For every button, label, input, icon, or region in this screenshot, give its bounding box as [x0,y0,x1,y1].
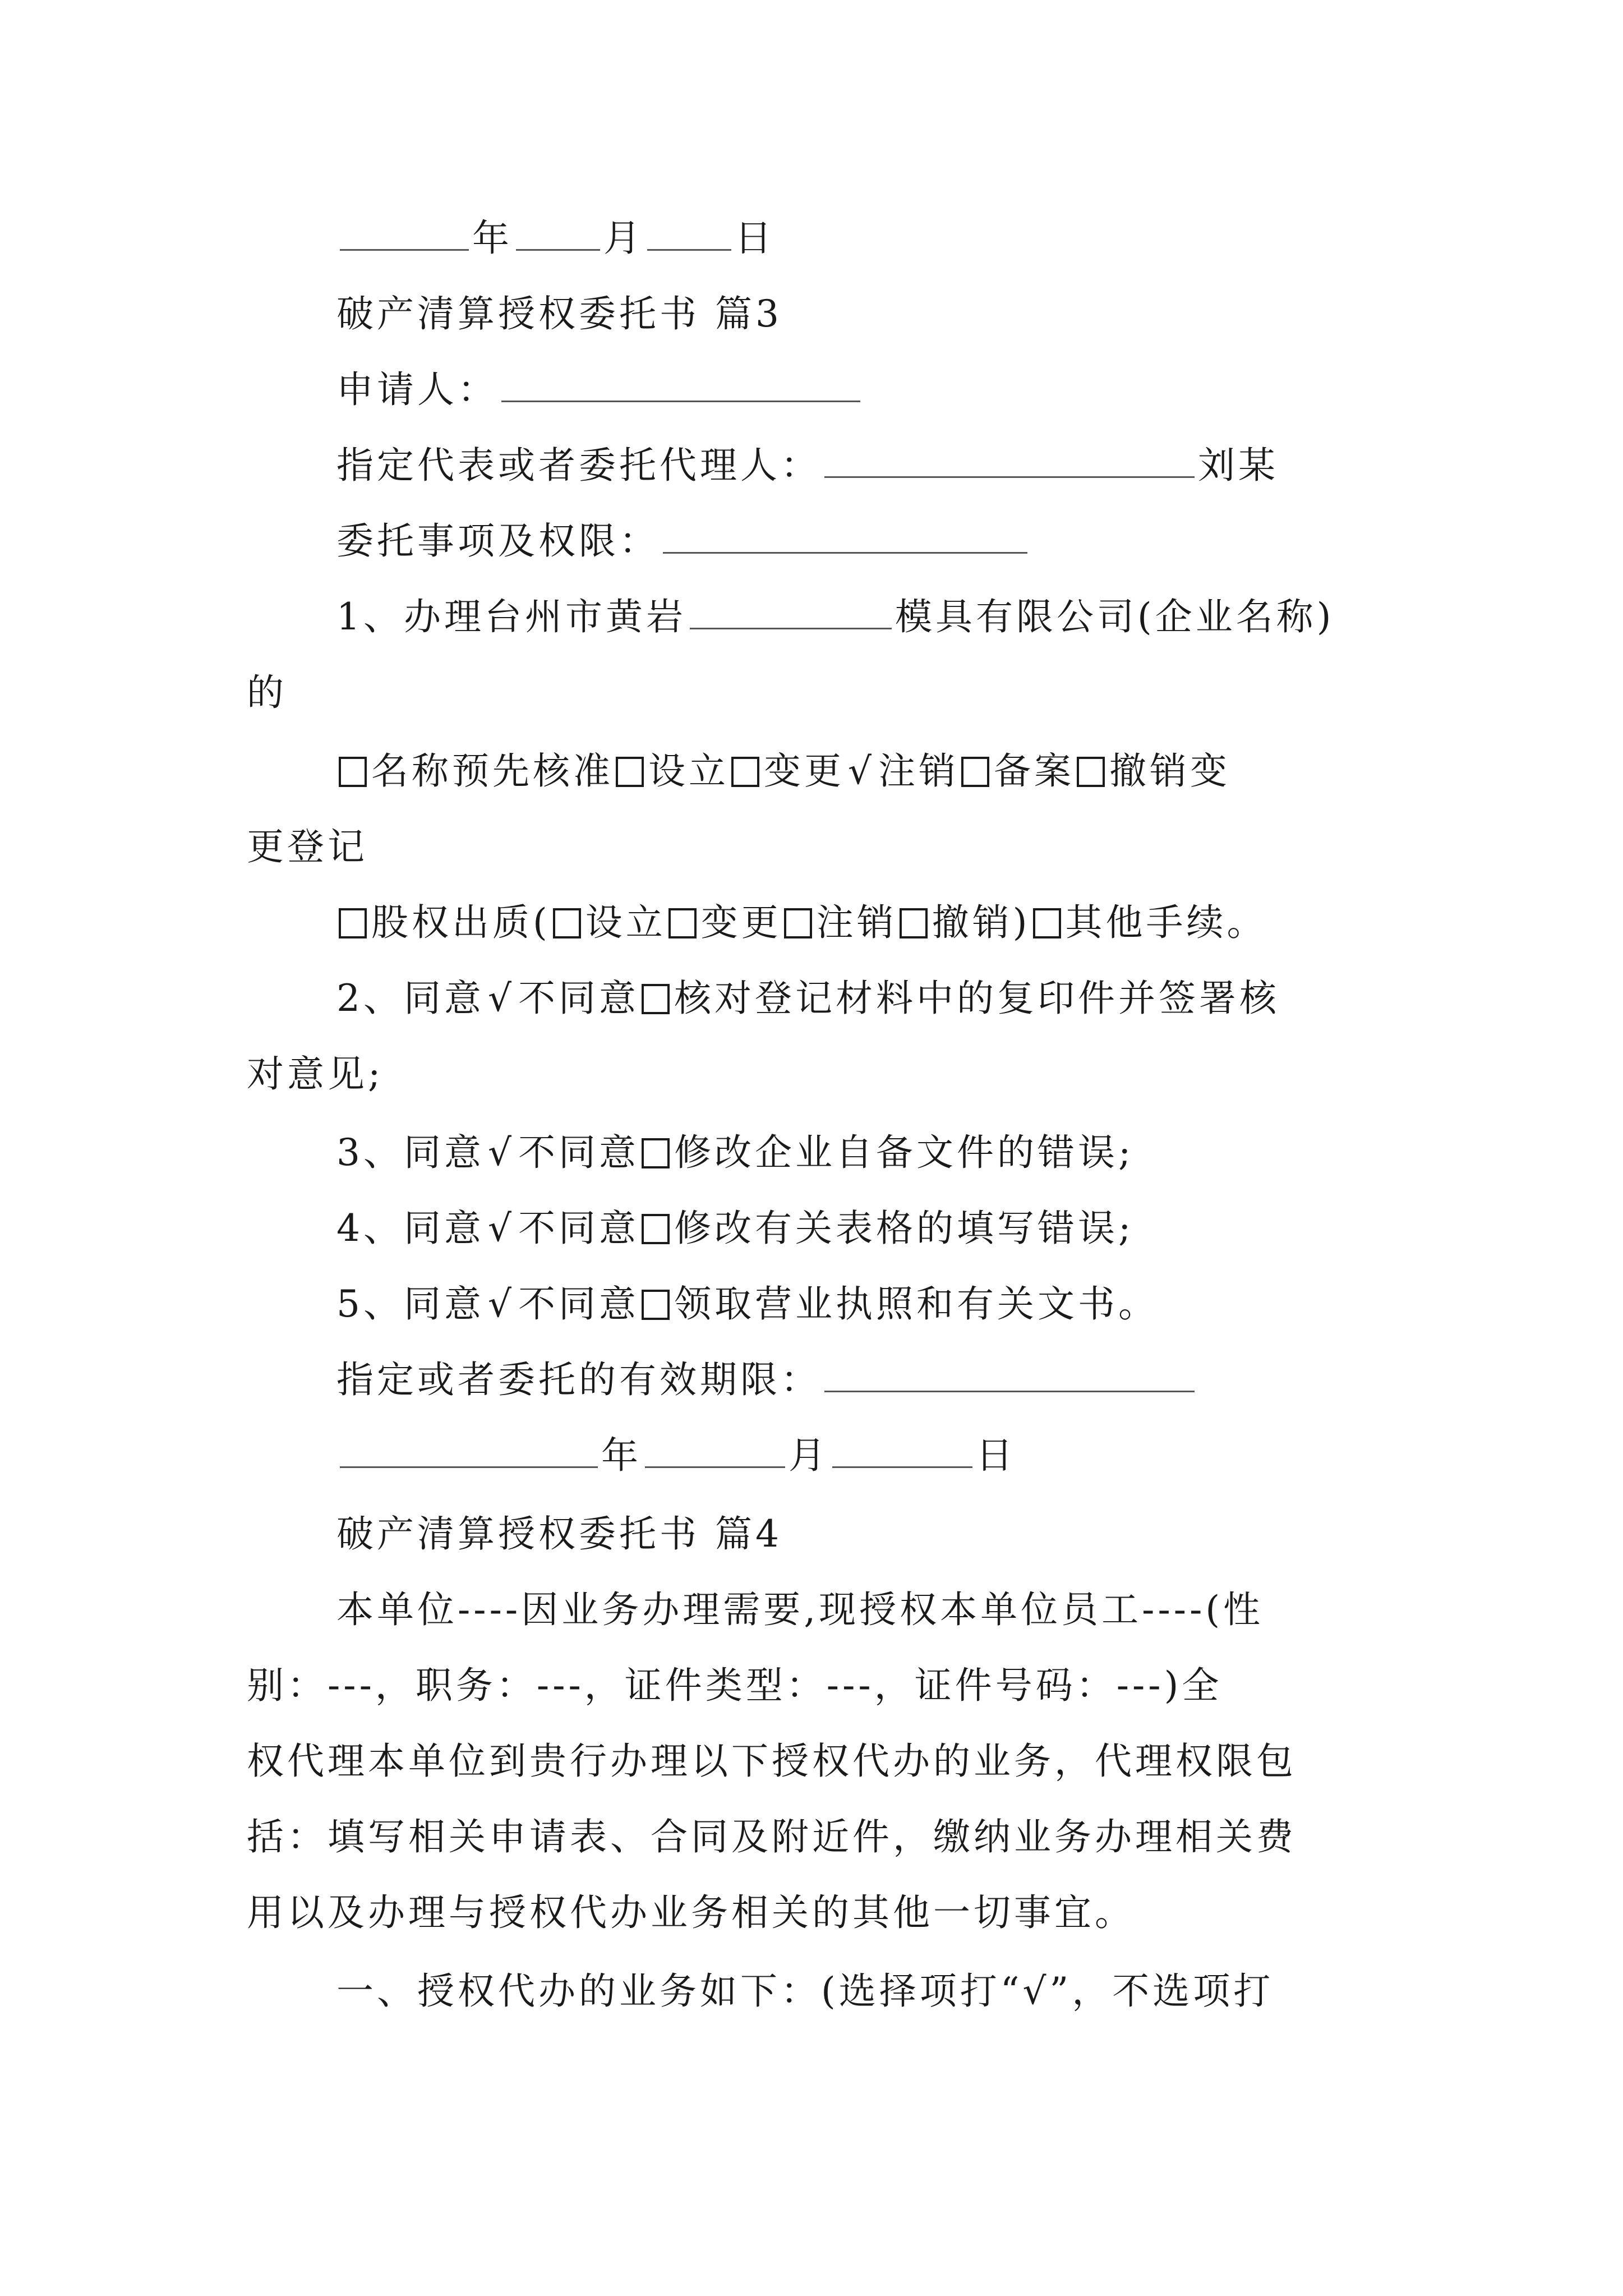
equity-establish-label: 设立 [585,901,666,944]
item3-agree-label: 3、同意 [336,1131,485,1174]
item2-line [336,968,1623,1029]
item2-disagree-label: 不同意 [518,977,640,1020]
equity-cancel-label: 注销 [816,901,897,944]
equity-change-label: 变更 [700,901,782,944]
month-blank[interactable] [645,1427,785,1468]
item3-disagree-label: 不同意 [518,1131,640,1174]
establish-label: 设立 [648,749,729,793]
item4-text: 修改有关表格的填写错误; [674,1207,1135,1250]
checkbox-other[interactable] [1033,908,1061,938]
item5-disagree-label: 不同意 [518,1282,640,1326]
applicant-line [336,359,1623,421]
item1-wrap: 的 [247,671,287,714]
check-mark-icon[interactable]: √ [848,749,875,793]
checkbox-change[interactable] [731,757,759,787]
item2-wrap: 对意见; [247,1052,384,1096]
day-blank[interactable] [832,1427,972,1468]
scope-line [336,510,1623,572]
checkbox-item3-disagree[interactable] [642,1138,670,1168]
para-line: 本单位----因业务办理需要,现授权本单位员工----(性 [336,1588,1264,1631]
item5-agree-label: 5、同意 [336,1282,485,1326]
agent-blank[interactable] [824,437,1195,478]
para-line: 用以及办理与授权代办业务相关的其他一切事宜。 [247,1891,1135,1934]
item4-line [336,1198,1623,1259]
check-mark-icon[interactable]: √ [488,1282,515,1326]
day-label: 日 [976,1434,1016,1477]
check-mark-icon[interactable]: √ [488,1207,515,1250]
checkbox-record[interactable] [961,757,989,787]
scope-blank[interactable] [663,513,1027,554]
checkbox-equity-establish[interactable] [553,908,581,938]
item3-line [336,1122,1623,1184]
agent-line [336,435,1623,496]
section3-title: 破产清算授权委托书 篇3 [336,292,782,335]
date-line-2 [336,1425,1623,1487]
check-mark-icon[interactable]: √ [488,1131,515,1174]
name-precheck-label: 名称预先核准 [371,749,614,793]
checkbox-name-precheck[interactable] [339,757,367,787]
registration-line [336,740,1623,802]
checkbox-equity-change[interactable] [668,908,697,938]
item4-disagree-label: 不同意 [518,1207,640,1250]
date-line-1 [336,208,1623,269]
year-label: 年 [601,1434,642,1477]
checkbox-item2-disagree[interactable] [642,984,670,1014]
day-label: 日 [735,217,775,260]
year-label: 年 [472,217,513,260]
checkbox-item4-disagree[interactable] [642,1214,670,1244]
applicant-label: 申请人： [336,368,498,411]
month-blank[interactable] [516,210,600,251]
para-line: 别：---，职务：---，证件类型：---，证件号码：---)全 [247,1664,1223,1707]
checkbox-equity-cancel[interactable] [784,908,812,938]
cancel-label: 注销 [878,749,960,793]
month-label: 月 [789,1434,829,1477]
month-label: 月 [603,217,644,260]
check-mark-icon[interactable]: √ [488,977,515,1020]
item1-suffix: 模具有限公司(企业名称) [895,595,1335,638]
year-blank[interactable] [340,210,469,251]
validity-blank[interactable] [824,1351,1195,1392]
agent-label: 指定代表或者委托代理人： [336,444,821,487]
section4-title: 破产清算授权委托书 篇4 [336,1512,782,1556]
item5-text: 领取营业执照和有关文书。 [674,1282,1159,1326]
checkbox-establish[interactable] [616,757,644,787]
revoke-change-label: 撤销变 [1109,749,1231,793]
equity-prefix: 股权出质( [371,901,551,944]
equity-revoke-label: 撤销) [932,901,1031,944]
item3-text: 修改企业自备文件的错误; [674,1131,1135,1174]
item4-agree-label: 4、同意 [336,1207,485,1250]
item2-agree-label: 2、同意 [336,977,485,1020]
other-label: 其他手续。 [1065,901,1267,944]
equity-line [336,892,1623,954]
day-blank[interactable] [647,210,731,251]
year-blank[interactable] [340,1427,598,1468]
scope-label: 委托事项及权限： [336,519,660,563]
item2-text: 核对登记材料中的复印件并签署核 [674,977,1280,1020]
item1-prefix: 1、办理台州市黄岩 [336,595,686,638]
record-label: 备案 [994,749,1075,793]
section4-item1: 一、授权代办的业务如下：(选择项打“√”，不选项打 [336,1970,1274,2013]
validity-label: 指定或者委托的有效期限： [336,1358,821,1401]
applicant-blank[interactable] [501,361,860,402]
checkbox-equity-revoke[interactable] [900,908,928,938]
change-label: 变更 [764,749,845,793]
agent-name: 刘某 [1198,444,1279,487]
validity-line [336,1349,1623,1411]
company-blank[interactable] [690,588,892,629]
checkbox-equity-pledge[interactable] [339,908,367,938]
item1-line [336,586,1623,648]
para-line: 括：填写相关申请表、合同及附近件，缴纳业务办理相关费 [247,1815,1297,1858]
checkbox-item5-disagree[interactable] [642,1290,670,1320]
item5-line [336,1273,1623,1335]
para-line: 权代理本单位到贵行办理以下授权代办的业务，代理权限包 [247,1740,1297,1783]
checkbox-revoke-change[interactable] [1077,757,1105,787]
registration-wrap: 更登记 [247,825,368,868]
